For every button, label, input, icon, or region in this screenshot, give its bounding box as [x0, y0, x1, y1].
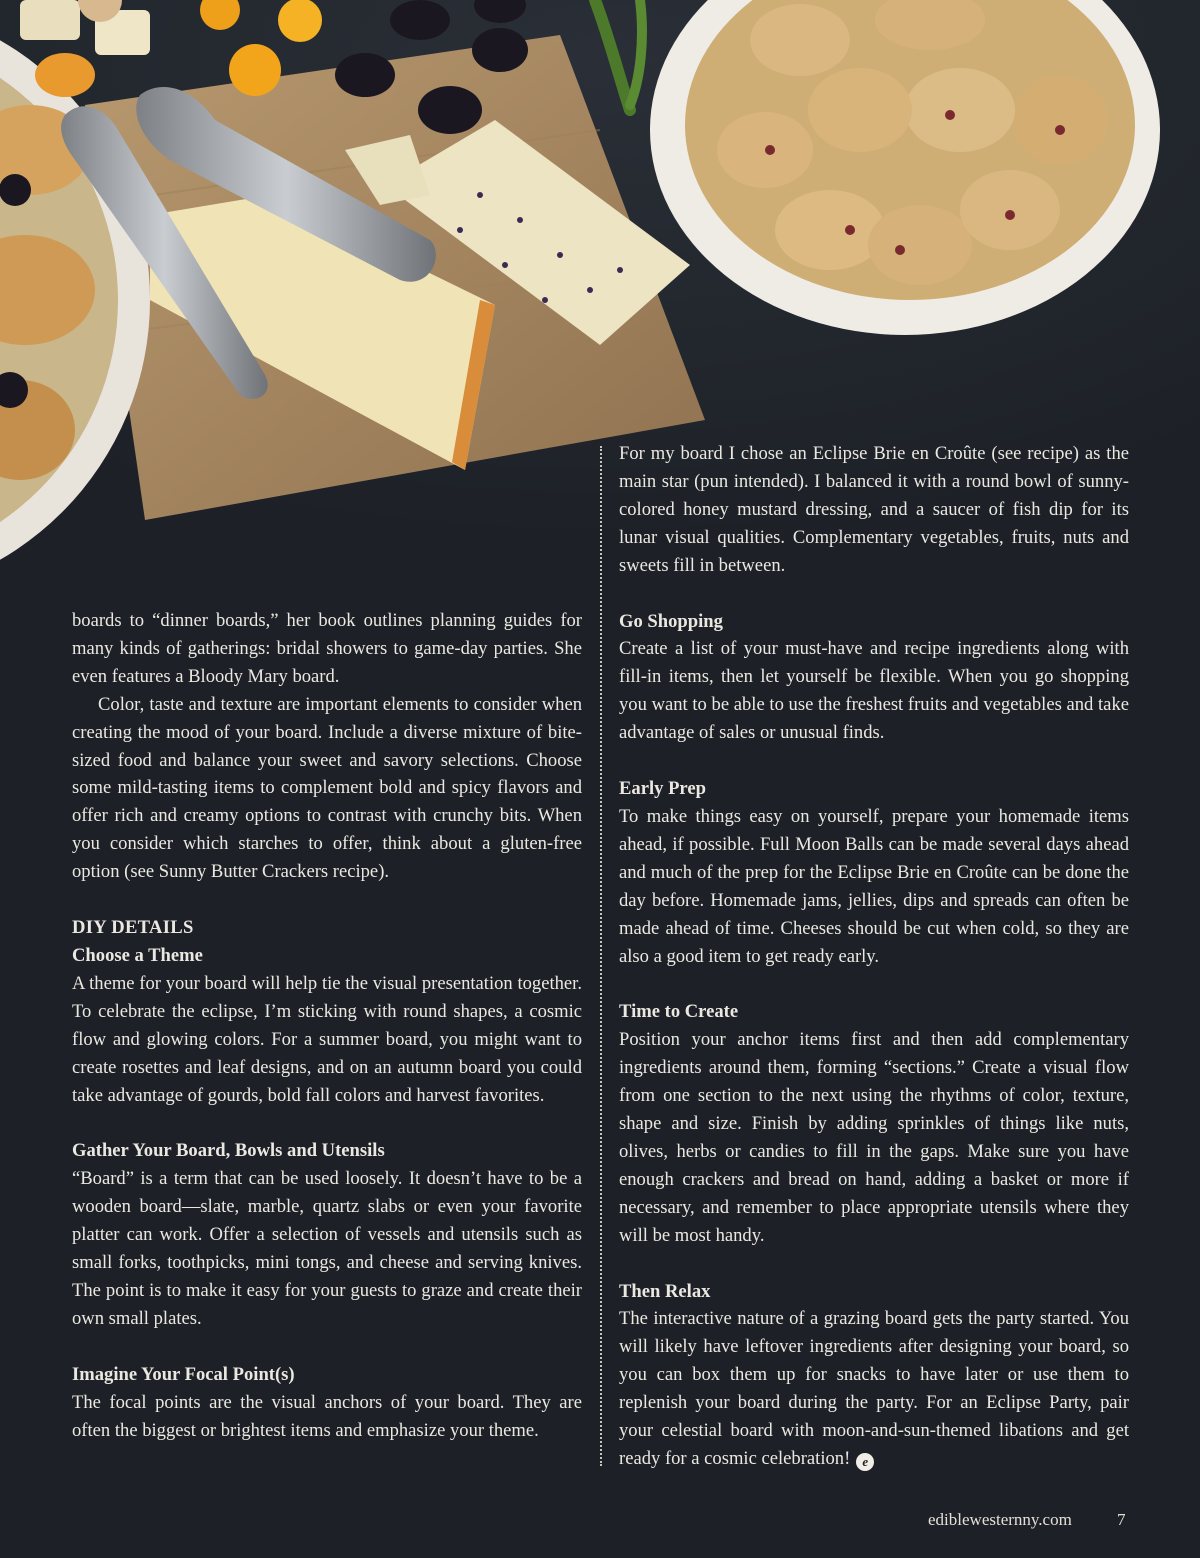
- body-then-relax-text: The interactive nature of a grazing board gets the party started. You will likely have leftover ingredients after designing your board, so you can box them up for snacks to have later or use them to replenish your board during the party. For an Eclipse Party, pair your celestial board with moon-and-sun-themed libations and get ready for a cosmic celebration!: [619, 1308, 1129, 1469]
- heading-time-to-create: Time to Create: [619, 1001, 739, 1023]
- heading-go-shopping: Go Shopping: [619, 610, 723, 632]
- left-column: [72, 607, 582, 1444]
- heading-focal-point: Imagine Your Focal Point(s): [72, 1363, 295, 1385]
- end-mark-icon: e: [856, 1453, 874, 1471]
- body-early-prep: To make things easy on yourself, prepare your homemade items ahead, if possible. Full Moon Balls can be made several days ahead and much of the prep for the Eclipse Brie en Croûte can be done the day before. Homemade jams, jellies, dips and spreads can often be made ahead of time. Cheeses should be cut when cold, so they are also a good item to get ready early.: [619, 805, 1129, 967]
- body-then-relax: [619, 1305, 1129, 1472]
- heading-early-prep: Early Prep: [619, 778, 706, 800]
- heading-gather-board: Gather Your Board, Bowls and Utensils: [72, 1140, 385, 1162]
- body-choose-theme: A theme for your board will help tie the visual presentation together. To celebrate the eclipse, I’m sticking with round shapes, a cosmic flow and glowing colors. For a summer board, you might want to create rosettes and leaf designs, and on an autumn board you could take advantage of gourds, bold fall colors and harvest favorites.: [72, 972, 582, 1106]
- body-focal-point: The focal points are the visual anchors of your board. They are often the biggest or brightest items and emphasize your theme.: [72, 1391, 582, 1441]
- body-time-to-create: Position your anchor items first and then add complementary ingredients around them, forming “sections.” Create a visual flow from one section to the next using the rhythms of color, texture, shape and size. Finish by adding sprinkles of things like nuts, olives, herbs or candies to fill in the gaps. Make sure you have enough crackers and bread on hand, adding a basket or more if necessary, and remember to place appropriate utensils where they will be most handy.: [619, 1029, 1129, 1246]
- heading-then-relax: Then Relax: [619, 1280, 711, 1302]
- section-title-diy: DIY DETAILS: [72, 917, 194, 939]
- page-number: 7: [1117, 1510, 1126, 1529]
- paragraph-continuation: boards to “dinner boards,” her book outlines planning guides for many kinds of gatherings: bridal showers to game-day parties. She even features a Bloody Mary board.: [72, 610, 582, 687]
- footer-website: ediblewesternny.com: [928, 1510, 1072, 1529]
- paragraph-color-taste: Color, taste and texture are important elements to consider when creating the mood of your board. Include a diverse mixture of bite-sized food and balance your sweet and savory selections. Choose some mild-tasting items to complement bold and spicy flavors and offer rich and creamy options to contrast with crunchy bits. When you consider which starches to offer, think about a gluten-free option (see Sunny Butter Crackers recipe).: [72, 693, 582, 883]
- right-column: [619, 440, 1129, 1473]
- paragraph-board-intro: For my board I chose an Eclipse Brie en Croûte (see recipe) as the main star (pun intended). I balanced it with a round bowl of sunny-colored honey mustard dressing, and a saucer of fish dip for its lunar visual qualities. Complementary vegetables, fruits, nuts and sweets fill in between.: [619, 443, 1129, 576]
- heading-choose-theme: Choose a Theme: [72, 944, 203, 966]
- column-divider: [600, 446, 602, 1466]
- body-gather-board: “Board” is a term that can be used loosely. It doesn’t have to be a wooden board—slate, marble, quartz slabs or even your favorite platter can work. Offer a selection of vessels and utensils such as small forks, toothpicks, mini tongs, and cheese and serving knives. The point is to make it easy for your guests to graze and create their own small plates.: [72, 1168, 582, 1329]
- body-go-shopping: Create a list of your must-have and recipe ingredients along with fill-in items, then let yourself be flexible. When you go shopping you want to be able to use the freshest fruits and vegetables and take advantage of sales or unusual finds.: [619, 638, 1129, 744]
